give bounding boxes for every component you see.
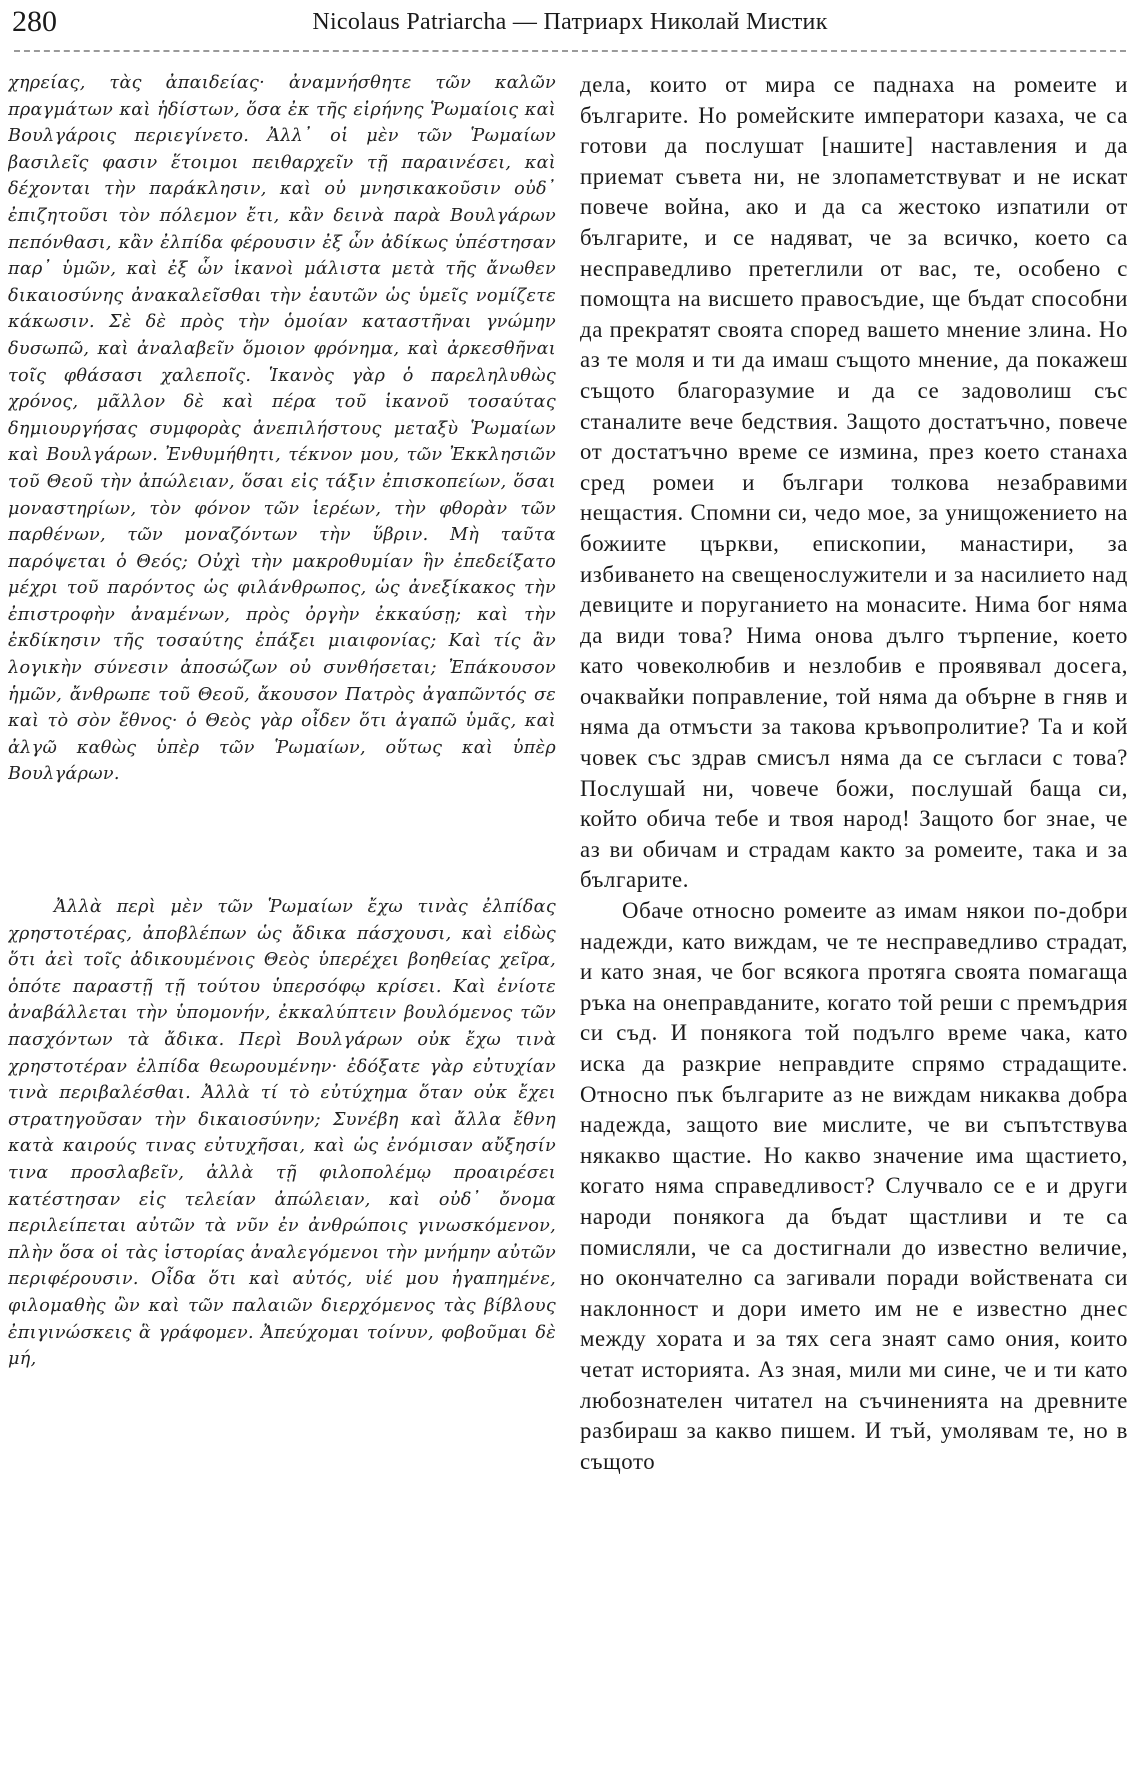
greek-paragraph: Ἀλλὰ περὶ μὲν τῶν Ῥωμαίων ἔχω τινὰς ἐλπίδας χρηστοτέρας, ἀποβλέπων ὡς ἄδικα πάσχουσι, καὶ εἰδὼς ὅτι ἀεὶ τοῖς ἀδικουμένοις Θεὸς ὑπερέχει βοηθείας χεῖρα, ὁπότε παραστῇ τῇ τούτου ὑπερσόφῳ κρίσει. Καὶ ἐνίοτε ἀναβάλλεται τὴν ὑπομονήν, ἐκκαλύπτειν βουλόμενος τῶν πασχόντων τὰ ἄδικα. Περὶ Βουλγάρων οὐκ ἔχω τινὰ χρηστοτέραν ἐλπίδα θεωρουμένην· ἐδόξατε γὰρ εὐτυχίαν τινὰ περιβαλέσθαι. Ἀλλὰ τί τὸ εὐτύχημα ὅταν οὐκ ἔχει στρατηγοῦσαν τὴν δικαιοσύνην; Συνέβη καὶ ἄλλα ἔθνη κατὰ καιρούς τινας εὐτυχῆσαι, καὶ ὡς ἐνόμισαν αὔξησίν τινα προσλαβεῖν, ἀλλὰ τῇ φιλοπολέμῳ προαιρέσει κατέστησαν εἰς τελείαν ἀπώλειαν, καὶ οὐδ᾽ ὄνομα περιλείπεται αὐτῶν τὰ νῦν ἐν ἀνθρώποις γινωσκόμενον, πλὴν ὅσα οἱ τὰς ἱστορίας ἀναλεγόμενοι τὴν μνήμην αὐτῶν περιφέρουσιν. Οἶδα ὅτι καὶ αὐτός, υἱέ μου ἠγαπημένε, φιλομαθὴς ὢν καὶ τῶν παλαιῶν διερχόμενος τὰς βίβλους ἐπιγινώσκεις ἃ γράφομεν. Ἀπεύχομαι τοίνυν, φοβοῦμαι δὲ μή, (8, 897, 556, 1370)
page-header (10, 2, 1130, 44)
bulgarian-paragraph: дела, които от мира се паднаха на ромеите и българите. Но ромейските императори казаха, че са готови да послушат [нашите] наставления и да приемат съвета ни, не злопаметствуват и не искат повече война, ако и да са жестоко изпатили от българите, и се надяват, че за всичко, което са несправедливо претеглили от вас, те, особено с помощта на висшето правосъдие, ще бъдат способни да прекратят своята според вашето мнение злина. Но аз те моля и ти да имаш същото мнение, да покажеш същото благоразумие и да се задоволиш със станалите вече бедствия. Защото достатъчно, повече от достатъчно време се измина, през което станаха сред ромеи и българи толкова незабравими нещастия. Спомни си, чедо мое, за унищожението на божиите църкви, епископии, манастири, за избиването на свещенослужители и за насилието над девиците и поруганието на монасите. Нима бог няма да види това? Нима онова дълго търпение, което като човеколюбив и незлобив е проявявал досега, очаквайки поправление, той няма да обърне в гняв и няма да отмъсти за такова кръвопролитие? Та и кой човек със здрав смисъл няма да се съгласи с това? Послушай ни, човече божи, послушай баща си, който обича тебе и твоя народ! Защото бог знае, че аз ви обичам и страдам както за ромеите, така и за българите. (580, 72, 1128, 893)
greek-paragraph: χηρείας, τὰς ἀπαιδείας· ἀναμνήσθητε τῶν καλῶν πραγμάτων καὶ ἡδίστων, ὅσα ἐκ τῆς εἰρήνης Ῥωμαίοις καὶ Βουλγάροις περιεγίνετο. Ἀλλ᾽ οἱ μὲν τῶν Ῥωμαίων βασιλεῖς φασιν ἕτοιμοι πειθαρχεῖν τῇ παραινέσει, καὶ δέχονται τὴν παράκλησιν, καὶ οὐ μνησικακοῦσιν οὐδ᾽ ἐπιζητοῦσι τὸν πόλεμον ἔτι, κἂν δεινὰ παρὰ Βουλγάρων πεπόνθασι, κἂν ἐλπίδα φέρουσιν ἐξ ὧν ἀδίκως ὑπέστησαν παρ᾽ ὑμῶν, καὶ ἐξ ὧν ἱκανοὶ μάλιστα μετὰ τῆς ἄνωθεν δικαιοσύνης ἀνακαλεῖσθαι τὴν ἑαυτῶν ὡς ὑμεῖς νομίζετε κάκωσιν. Σὲ δὲ πρὸς τὴν ὁμοίαν καταστῆναι γνώμην δυσωπῶ, καὶ ἀναλαβεῖν ὅμοιον φρόνημα, καὶ ἀρκεσθῆναι τοῖς φθάσασι χαλεποῖς. Ἱκανὸς γὰρ ὁ παρεληλυθὼς χρόνος, μᾶλλον δὲ καὶ πέρα τοῦ ἱκανοῦ τοσαύτας δημιουργήσας συμφορὰς ἀνεπιλήστους μεταξὺ Ῥωμαίων καὶ Βουλγάρων. Ἐνθυμήθητι, τέκνον μου, τῶν Ἐκκλησιῶν τοῦ Θεοῦ τὴν ἀπώλειαν, ὅσαι εἰς τάξιν ἐπισκοπείων, ὅσαι μοναστηρίων, τὸν φόνον τῶν ἱερέων, τὴν φθορὰν τῶν παρθένων, τῶν μοναζόντων τὴν ὕβριν. Μὴ ταῦτα παρόψεται ὁ Θεός; Οὐχὶ τὴν μακροθυμίαν ἣν ἐπεδείξατο μέχρι τοῦ παρόντος ὡς φιλάνθρωπος, ὡς ἀνεξίκακος τὴν ἐπιστροφὴν ἀναμένων, πρὸς ὀργὴν ἐκκαύσῃ; καὶ τὴν ἐκδίκησιν τῆς τοσαύτης ἐπάξει μιαιφονίας; Καὶ τίς ἂν λογικὴν σύνεσιν ἀποσώζων οὐ συνθήσεται; Ἐπάκουσον ἡμῶν, ἄνθρωπε τοῦ Θεοῦ, ἄκουσον Πατρὸς ἀγαπῶντός σε καὶ τὸ σὸν ἔθνος· ὁ Θεὸς γὰρ οἶδεν ὅτι ἀγαπῶ ὑμᾶς, καὶ ἀλγῶ καθὼς ὑπὲρ τῶν Ῥωμαίων, οὕτως καὶ ὑπὲρ Βουλγάρων. (8, 73, 556, 785)
greek-column (8, 70, 556, 1770)
page-number: 280 (12, 5, 57, 38)
bulgarian-paragraph: Обаче относно ромеите аз имам някои по-добри надежди, като виждам, че те несправедливо страдат, и като зная, че бог всякога протяга своята помагаща ръка на онеправданите, когато той реши с премъдрия си съд. И понякога той подълго време чака, като иска да разкрие неправдите спрямо страдащите. Относно пък българите аз не виждам никаква добра надежда, защото вие мислите, че ви съпътствува някакво щастие. Но какво значение има щастието, когато няма справедливост? Случвало се е и други народи понякога да бъдат щастливи и те са помисляли, че са достигнали до известно величие, но окончателно са загивали поради войствената си наклонност и дори името им не е известно днес между хората и за тях сега знаят само ония, които четат историята. Аз зная, мили ми сине, че и ти като любознателен читател на съчиненията на древните разбираш за какво пишем. И тъй, умолявам те, но в същото (580, 898, 1128, 1474)
bulgarian-column (580, 70, 1128, 1770)
running-title: Nicolaus Patriarcha — Патриарх Николай Мистик (312, 9, 828, 35)
header-rule (14, 50, 1126, 52)
